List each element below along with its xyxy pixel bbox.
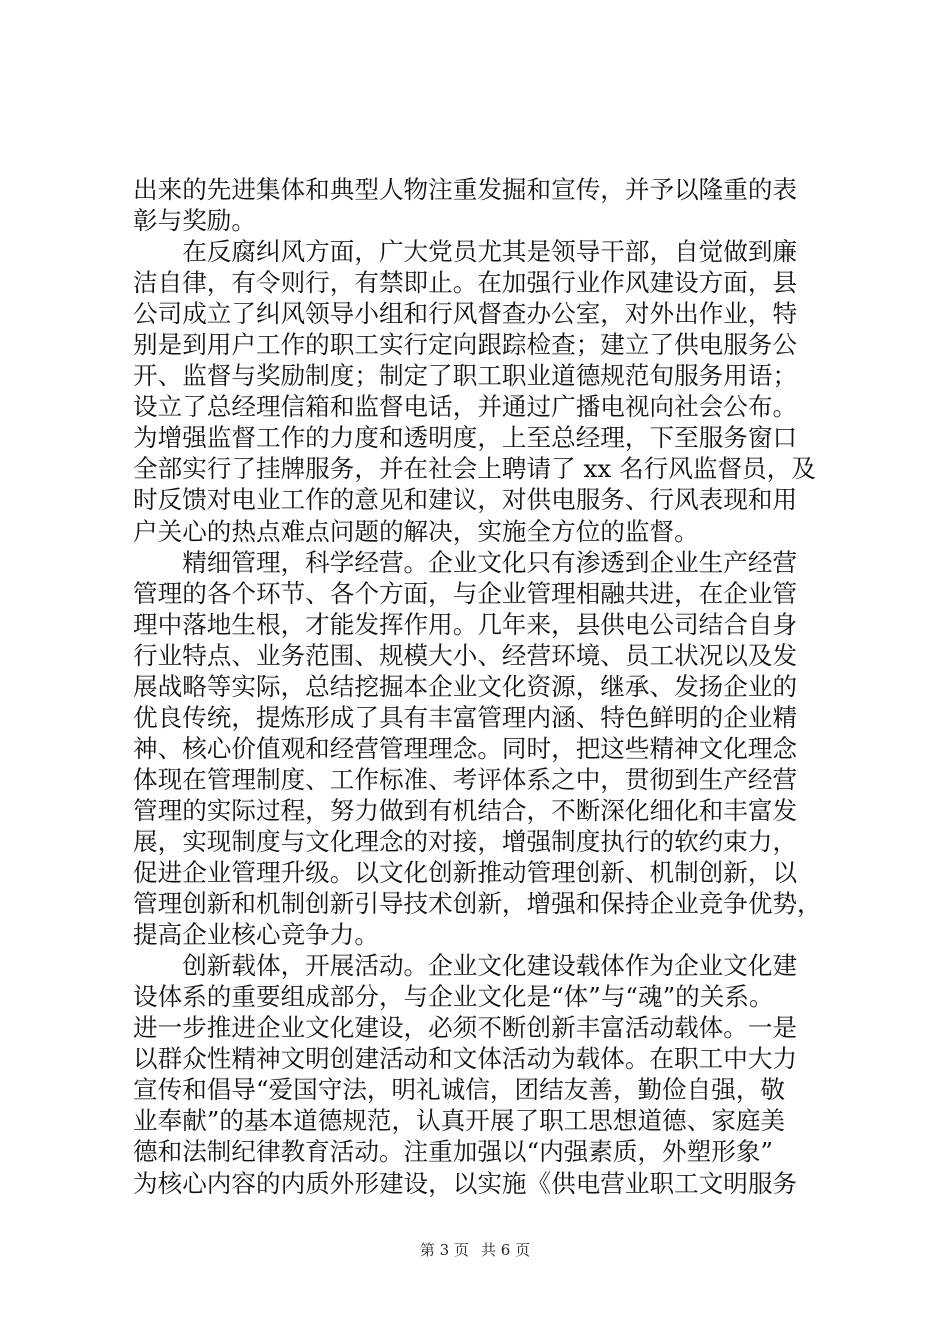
text-line: 管理创新和机制创新引导技术创新，增强和保持企业竞争优势， (133, 889, 822, 919)
text-line: 管理的各个环节、各个方面，与企业管理相融共进，在企业管 (133, 578, 798, 608)
page-footer (0, 1240, 950, 1260)
text-line: 户关心的热点难点问题的解决，实施全方位的监督。 (133, 516, 699, 546)
text-line: 洁自律，有令则行，有禁即止。在加强行业作风建设方面，县 (133, 268, 798, 298)
text-line: 促进企业管理升级。以文化创新推动管理创新、机制创新，以 (133, 858, 798, 888)
text-line: 在反腐纠风方面，广大党员尤其是领导干部，自觉做到廉 (133, 237, 798, 267)
text-line: 提高企业核心竞争力。 (133, 920, 379, 950)
text-line: 彰与奖励。 (133, 206, 256, 236)
text-line: 管理的实际过程，努力做到有机结合，不断深化细化和丰富发 (133, 795, 798, 825)
text-line: 出来的先进集体和典型人物注重发掘和宣传，并予以隆重的表 (133, 175, 798, 204)
text-line: 创新载体，开展活动。企业文化建设载体作为企业文化建 (133, 951, 798, 981)
page-total: 共 6 页 (481, 1241, 531, 1259)
document-body (133, 174, 833, 1199)
text-line: 全部实行了挂牌服务，并在社会上聘请了 xx 名行风监督员，及 (133, 454, 816, 484)
text-line: 行业特点、业务范围、规模大小、经营环境、员工状况以及发 (133, 640, 798, 670)
text-line: 展，实现制度与文化理念的对接，增强制度执行的软约束力， (133, 826, 798, 856)
text-line: 神、核心价值观和经营管理理念。同时，把这些精神文化理念 (133, 733, 798, 763)
text-line: 精细管理，科学经营。企业文化只有渗透到企业生产经营 (133, 547, 798, 577)
text-line: 公司成立了纠风领导小组和行风督查办公室，对外出作业，特 (133, 299, 798, 329)
text-line: 优良传统，提炼形成了具有丰富管理内涵、特色鲜明的企业精 (133, 702, 798, 732)
text-line: 开、监督与奖励制度；制定了职工职业道德规范旬服务用语； (133, 361, 798, 391)
text-line: 业奉献”的基本道德规范，认真开展了职工思想道德、家庭美 (133, 1106, 786, 1136)
text-line: 进一步推进企业文化建设，必须不断创新丰富活动载体。一是 (133, 1013, 798, 1043)
text-line: 体现在管理制度、工作标准、考评体系之中，贯彻到生产经营 (133, 764, 798, 794)
text-line: 宣传和倡导“爱国守法，明礼诚信，团结友善，勤俭自强，敬 (133, 1075, 786, 1105)
text-line: 以群众性精神文明创建活动和文体活动为载体。在职工中大力 (133, 1044, 798, 1074)
text-line: 时反馈对电业工作的意见和建议，对供电服务、行风表现和用 (133, 485, 798, 515)
text-line: 德和法制纪律教育活动。注重加强以“内强素质，外塑形象” (133, 1137, 773, 1167)
text-line: 为核心内容的内质外形建设，以实施《供电营业职工文明服务 (133, 1168, 798, 1198)
page-number: 第 3 页 (419, 1241, 469, 1259)
text-line: 设体系的重要组成部分，与企业文化是“体”与“魂”的关系。 (133, 982, 774, 1012)
text-line: 设立了总经理信箱和监督电话，并通过广播电视向社会公布。 (133, 392, 798, 422)
text-line: 理中落地生根，才能发挥作用。几年来，县供电公司结合自身 (133, 609, 798, 639)
text-line: 为增强监督工作的力度和透明度，上至总经理，下至服务窗口 (133, 423, 798, 453)
text-line: 别是到用户工作的职工实行定向跟踪检查；建立了供电服务公 (133, 330, 798, 360)
text-line: 展战略等实际，总结挖掘本企业文化资源，继承、发扬企业的 (133, 671, 798, 701)
